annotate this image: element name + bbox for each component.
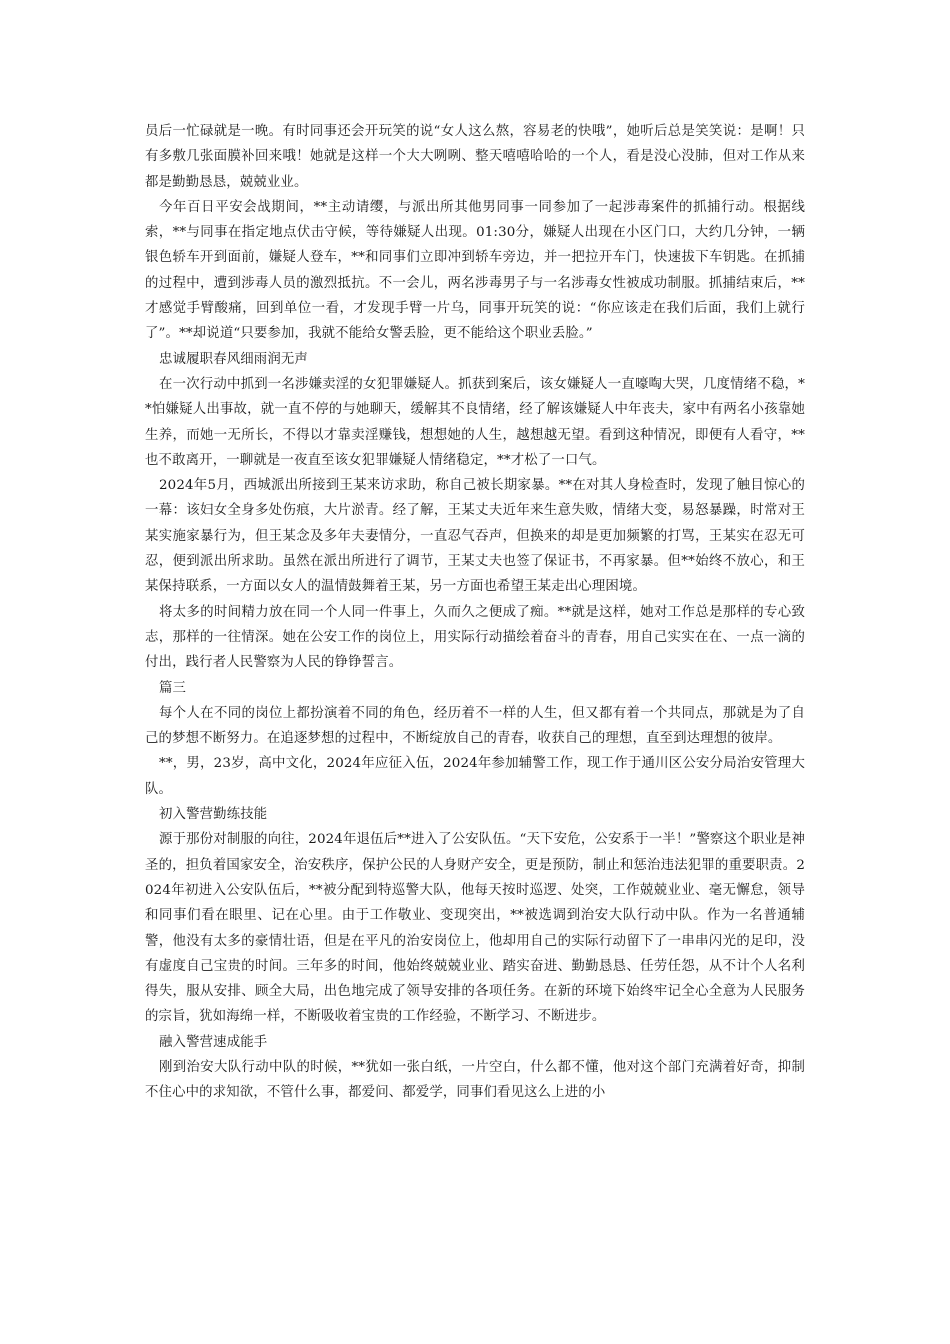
paragraph-domestic-violence: 2024年5月，西城派出所接到王某来访求助，称自己被长期家暴。**在对其人身检查时，发现了触目惊心的一幕：该妇女全身多处伤痕，大片淤青。经了解，王某丈夫近年来生意失败，情绪大变，易怒暴躁，时常对王某实施家暴行为，但王某念及多年夫妻情分，一直忍气吞声，但换来的却是更加频繁的打骂，王某实在忍无可忍，便到派出所求助。虽然在派出所进行了调节，王某丈夫也签了保证书，不再家暴。但**始终不放心，和王某保持联系，一方面以女人的温情鼓舞着王某，另一方面也希望王某走出心理困境。 bbox=[145, 478, 805, 595]
paragraph-dedication: 将太多的时间精力放在同一个人同一件事上，久而久之便成了痴。**就是这样，她对工作总是那样的专心致志，那样的一往情深。她在公安工作的岗位上，用实际行动描绘着奋斗的青春，用自己实实在在、一点一滴的付出，践行者人民警察为人民的铮铮誓言。 bbox=[145, 604, 805, 671]
paragraph-suspect-care: 在一次行动中抓到一名涉嫌卖淫的女犯罪嫌疑人。抓获到案后，该女嫌疑人一直嚎啕大哭，几度情绪不稳，**怕嫌疑人出事故，就一直不停的与她聊天，缓解其不良情绪，经了解该嫌疑人中年丧夫，家中有两名小孩靠她生养，而她一无所长，不得以才靠卖淫赚钱，想想她的人生，越想越无望。看到这种情况，即便有人看守，**也不敢离开，一聊就是一夜直至该女犯罪嫌疑人情绪稳定，**才松了一口气。 bbox=[145, 376, 805, 468]
section-heading-integration: 融入警营速成能手 bbox=[159, 1034, 268, 1050]
section-heading-loyalty: 忠诚履职春风细雨润无声 bbox=[159, 351, 308, 367]
paragraph-dreams: 每个人在不同的岗位上都扮演着不同的角色，经历着不一样的人生，但又都有着一个共同点，那就是为了自己的梦想不断努力。在追逐梦想的过程中，不断绽放自己的青春，收获自己的理想，直至到达理想的彼岸。 bbox=[145, 705, 805, 747]
paragraph-profile: **，男，23岁，高中文化，2024年应征入伍，2024年参加辅警工作，现工作于通川区公安分局治安管理大队。 bbox=[145, 756, 805, 797]
section-heading-training: 初入警营勤练技能 bbox=[159, 807, 268, 823]
paragraph-joining-police: 源于那份对制服的向往，2024年退伍后**进入了公安队伍。“天下安危，公安系于一半！”警察这个职业是神圣的，担负着国家安全，治安秩序，保护公民的人身财产安全，更是预防，制止和惩治违法犯罪的重要职责。2024年初进入公安队伍后，**被分配到特巡警大队，他每天按时巡逻、处突，工作兢兢业业、毫无懈怠，领导和同事们看在眼里、记在心里。由于工作敬业、变现突出，**被选调到治安大队行动中队。作为一名普通辅警，他没有太多的豪情壮语，但是在平凡的治安岗位上，他却用自己的实际行动留下了一串串闪光的足印，没有虚度自己宝贵的时间。三年多的时间，他始终兢兢业业、踏实奋进、勤勤恳恳、任劳任怨，从不计个人名利得失，服从安排、顾全大局，出色地完成了领导安排的各项任务。在新的环境下始终牢记全心全意为人民服务的宗旨，犹如海绵一样，不断吸收着宝贵的工作经验，不断学习、不断进步。 bbox=[145, 832, 805, 1025]
chapter-heading-part-three: 篇三 bbox=[159, 680, 187, 696]
paragraph-continuation: 员后一忙碌就是一晚。有时同事还会开玩笑的说“女人这么熬，容易老的快哦”，她听后总是笑笑说：是啊！只有多敷几张面膜补回来哦！她就是这样一个大大咧咧、整天嘻嘻哈哈的一个人，看是没心没肺，但对工作从来都是勤勤恳恳，兢兢业业。 bbox=[145, 124, 805, 190]
document-page bbox=[145, 119, 805, 1106]
paragraph-new-squad: 刚到治安大队行动中队的时候，**犹如一张白纸，一片空白，什么都不懂，他对这个部门充满着好奇，抑制不住心中的求知欲，不管什么事，都爱问、都爱学，同事们看见这么上进的小 bbox=[145, 1059, 805, 1101]
paragraph-drug-arrest: 今年百日平安会战期间，**主动请缨，与派出所其他男同事一同参加了一起涉毒案件的抓捕行动。根据线索，**与同事在指定地点伏击守候，等待嫌疑人出现。01:30分，嫌疑人出现在小区门口，大约几分钟，一辆银色轿车开到面前，嫌疑人登车，**和同事们立即冲到轿车旁边，并一把拉开车门，快速拔下车钥匙。在抓捕的过程中，遭到涉毒人员的激烈抵抗。不一会儿，两名涉毒男子与一名涉毒女性被成功制服。抓捕结束后，**才感觉手臂酸痛，回到单位一看，才发现手臂一片乌，同事开玩笑的说：“你应该走在我们后面，我们上就行了”。**却说道“只要参加，我就不能给女警丢脸，更不能给这个职业丢脸。” bbox=[145, 199, 805, 342]
